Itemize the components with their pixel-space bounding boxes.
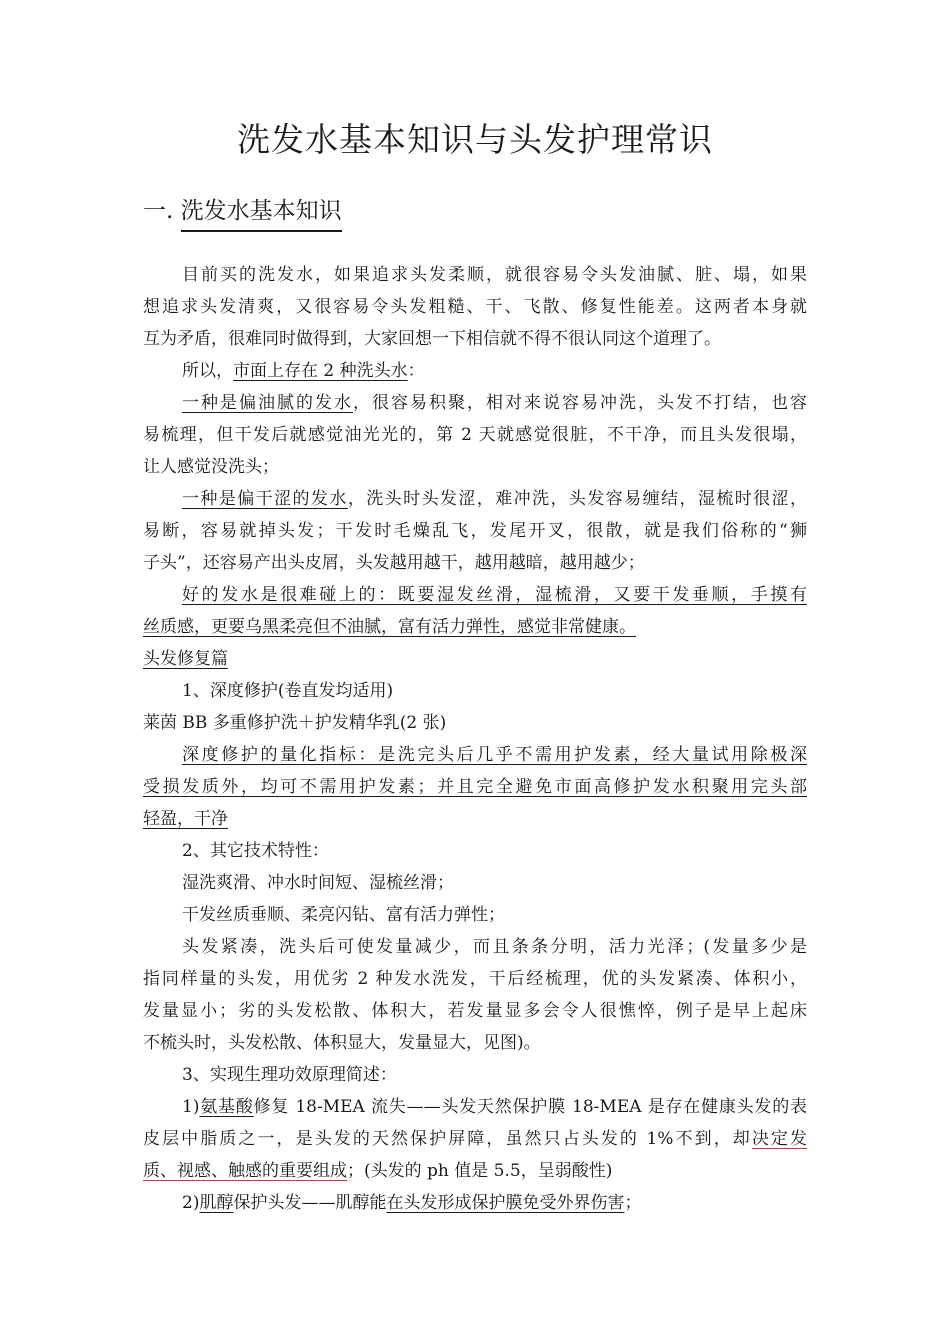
text-line bbox=[143, 966, 807, 992]
underlined-text: 一种是偏油腻的发水 bbox=[182, 393, 353, 413]
text-segment: 3、实现生理功效原理简述： bbox=[182, 1065, 397, 1085]
text-segment: 莱茵 BB 多重修护洗＋护发精华乳(2 张) bbox=[143, 713, 447, 733]
text-line bbox=[182, 742, 807, 768]
underlined-text: 氨基酸 bbox=[199, 1097, 254, 1117]
text-segment: 2) bbox=[182, 1193, 200, 1213]
underlined-text: 市面上存在 2 种洗头水 bbox=[233, 361, 408, 381]
text-segment: 指同样量的头发，用优劣 2 种发水洗发，干后经梳理，优的头发紧凑、体积小， bbox=[143, 969, 807, 989]
text-line bbox=[182, 1094, 807, 1120]
text-line bbox=[182, 390, 807, 416]
text-line bbox=[182, 358, 807, 384]
text-segment: 让人感觉没洗头； bbox=[143, 457, 279, 477]
text-line bbox=[143, 614, 807, 640]
text-line bbox=[143, 646, 807, 672]
text-segment: ； bbox=[624, 1193, 642, 1213]
text-line bbox=[182, 582, 807, 608]
text-segment: ： bbox=[407, 361, 425, 381]
text-line bbox=[143, 1126, 807, 1152]
text-segment: 易梳理，但干发后就感觉油光光的，第 2 天就感觉很脏，不干净，而且头发很塌， bbox=[143, 425, 807, 445]
text-segment: ，洗头时头发涩，难冲洗，头发容易缠结，湿梳时很涩， bbox=[347, 489, 808, 509]
text-segment: 目前买的洗发水，如果追求头发柔顺，就很容易令头发油腻、脏、塌，如果 bbox=[182, 265, 807, 285]
underlined-text: 受损发质外，均可不需用护发素；并且完全避免市面高修护发水积聚用完头部 bbox=[143, 777, 807, 797]
text-segment: 互为矛盾，很难同时做得到，大家回想一下相信就不得不很认同这个道理了。 bbox=[143, 329, 721, 349]
text-line bbox=[143, 454, 807, 480]
text-line bbox=[143, 998, 807, 1024]
underlined-text: 决定发 bbox=[751, 1129, 807, 1149]
underlined-text: 一种是偏干涩的发水 bbox=[182, 489, 348, 509]
text-line bbox=[143, 550, 807, 576]
text-segment: 湿洗爽滑、冲水时间短、湿梳丝滑； bbox=[182, 873, 454, 893]
text-line bbox=[143, 710, 807, 736]
underlined-text: 深度修护的量化指标：是洗完头后几乎不需用护发素，经大量试用除极深 bbox=[182, 745, 807, 765]
text-segment: 所以， bbox=[182, 361, 233, 381]
text-segment: 修复 18-MEA 流失——头发天然保护膜 18-MEA 是存在健康头发的表 bbox=[253, 1097, 807, 1117]
text-segment: 1) bbox=[182, 1097, 200, 1117]
text-line bbox=[143, 422, 807, 448]
text-segment: 易断，容易就掉头发；干发时毛燥乱飞，发尾开叉，很散，就是我们俗称的“狮 bbox=[143, 521, 807, 541]
underlined-text: 好的发水是很难碰上的：既要湿发丝滑，湿梳滑，又要干发垂顺，手摸有 bbox=[182, 585, 807, 605]
text-line bbox=[143, 1158, 807, 1184]
text-line bbox=[182, 934, 807, 960]
underlined-text: 肌醇 bbox=[199, 1193, 234, 1213]
text-line bbox=[143, 774, 807, 800]
text-segment: 发量显小；劣的头发松散、体积大，若发量显多会令人很憔悴，例子是早上起床 bbox=[143, 1001, 807, 1021]
text-segment: 子头”，还容易产出头皮屑，头发越用越干，越用越暗，越用越少； bbox=[143, 553, 645, 573]
underlined-text: 轻盈，干净 bbox=[143, 809, 228, 829]
document-title: 洗发水基本知识与头发护理常识 bbox=[237, 120, 713, 159]
text-line bbox=[182, 678, 807, 704]
text-line bbox=[143, 326, 807, 352]
underlined-text: 质、视感、触感的重要组成 bbox=[143, 1161, 347, 1181]
text-line bbox=[182, 838, 807, 864]
underlined-text: 头发修复篇 bbox=[143, 649, 228, 669]
text-line bbox=[182, 1062, 807, 1088]
text-line bbox=[182, 870, 807, 896]
text-line bbox=[143, 1030, 807, 1056]
text-line bbox=[143, 806, 807, 832]
text-line bbox=[143, 518, 807, 544]
underlined-text: 在头发形成保护膜免受外界伤害 bbox=[386, 1193, 625, 1213]
text-line bbox=[182, 902, 807, 928]
text-line bbox=[143, 294, 807, 320]
text-segment: ；(头发的 ph 值是 5.5，呈弱酸性) bbox=[347, 1161, 613, 1181]
text-segment: 干发丝质垂顺、柔亮闪钻、富有活力弹性； bbox=[182, 905, 505, 925]
text-segment: 2、其它技术特性： bbox=[182, 841, 329, 861]
text-segment: 1、深度修护(卷直发均适用) bbox=[182, 681, 394, 701]
text-line bbox=[182, 486, 807, 512]
text-line bbox=[182, 1190, 807, 1216]
text-segment: 不梳头时，头发松散、体积显大，发量显大，见图)。 bbox=[143, 1033, 541, 1053]
text-segment: 保护头发——肌醇能 bbox=[233, 1193, 387, 1213]
section-heading bbox=[143, 193, 342, 232]
section-number: 一. bbox=[143, 198, 174, 224]
section-title: 洗发水基本知识 bbox=[181, 193, 342, 232]
underlined-text: 丝质感，更要乌黑柔亮但不油腻，富有活力弹性，感觉非常健康。 bbox=[143, 617, 636, 637]
text-segment: 头发紧凑，洗头后可使发量减少，而且条条分明，活力光泽；(发量多少是 bbox=[182, 937, 807, 957]
text-segment: ，很容易积聚，相对来说容易冲洗，头发不打结，也容 bbox=[353, 393, 807, 413]
text-line bbox=[182, 262, 807, 288]
text-segment: 想追求头发清爽，又很容易令头发粗糙、干、飞散、修复性能差。这两者本身就 bbox=[143, 297, 807, 317]
text-segment: 皮层中脂质之一，是头发的天然保护屏障，虽然只占头发的 1%不到，却 bbox=[143, 1129, 752, 1149]
